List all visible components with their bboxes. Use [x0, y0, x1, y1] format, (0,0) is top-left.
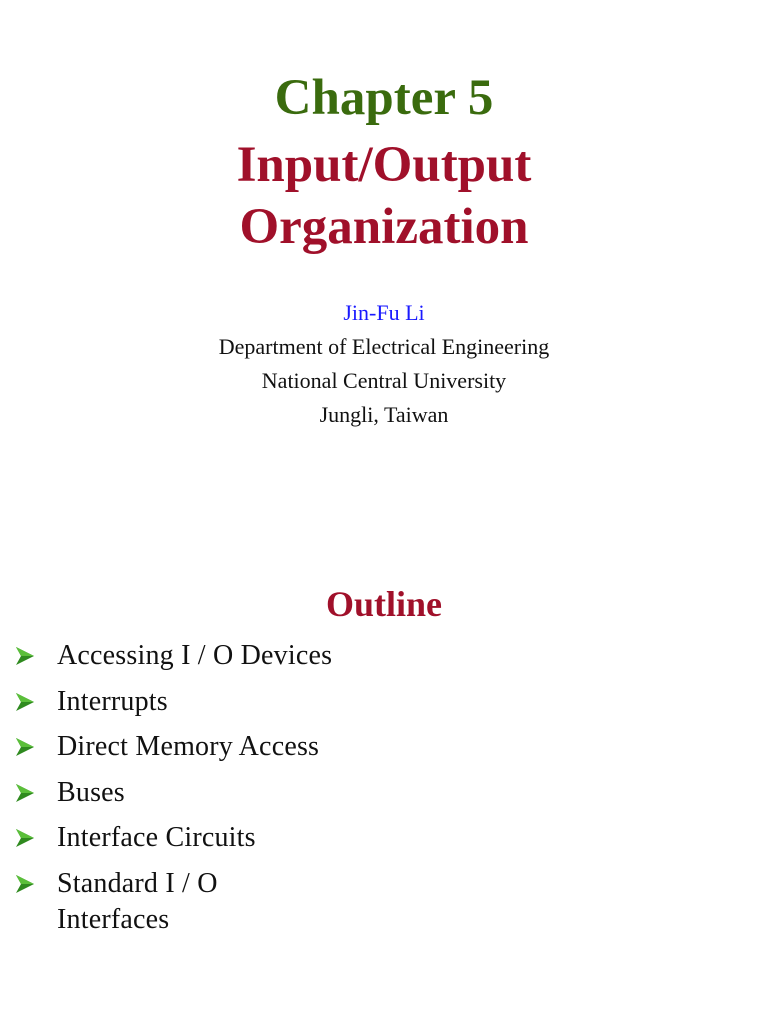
- arrowhead-bullet-icon: [14, 866, 38, 902]
- outline-item-label: Interface Circuits: [57, 822, 256, 853]
- arrowhead-bullet-icon: [14, 638, 38, 674]
- outline-item-label: Accessing I / O Devices: [57, 640, 333, 671]
- outline-list: [14, 638, 414, 947]
- author-university: National Central University: [261, 368, 507, 393]
- outline-item: [14, 638, 414, 674]
- arrowhead-bullet-icon: [14, 684, 38, 720]
- outline-item: [14, 820, 414, 856]
- outline-item-label: Interrupts: [57, 685, 168, 717]
- arrowhead-bullet-icon: [14, 820, 38, 856]
- outline-item: [14, 684, 414, 720]
- author-block: [0, 296, 768, 432]
- author-name: Jin-Fu Li: [343, 300, 425, 325]
- outline-heading: Outline: [325, 584, 442, 624]
- outline-item-label: [57, 866, 218, 938]
- author-location: Jungli, Taiwan: [319, 402, 449, 427]
- outline-item-label: Direct Memory Access: [57, 731, 320, 762]
- chapter-title-line-2: Organization: [239, 199, 529, 255]
- outline-slide: [0, 570, 768, 1024]
- chapter-number: Chapter 5: [274, 70, 494, 126]
- arrowhead-bullet-icon: [14, 775, 38, 811]
- chapter-title-line-1: Input/Output: [236, 137, 532, 193]
- author-department: Department of Electrical Engineering: [218, 334, 550, 359]
- arrowhead-bullet-icon: [14, 729, 38, 765]
- chapter-title: [0, 134, 768, 258]
- outline-item: [14, 866, 414, 938]
- outline-item-label-line-1: Standard I / O: [57, 867, 218, 899]
- outline-item: [14, 775, 414, 811]
- outline-item-label-line-2: Interfaces: [57, 903, 170, 935]
- outline-item-label: Buses: [57, 776, 125, 808]
- outline-item: [14, 729, 414, 765]
